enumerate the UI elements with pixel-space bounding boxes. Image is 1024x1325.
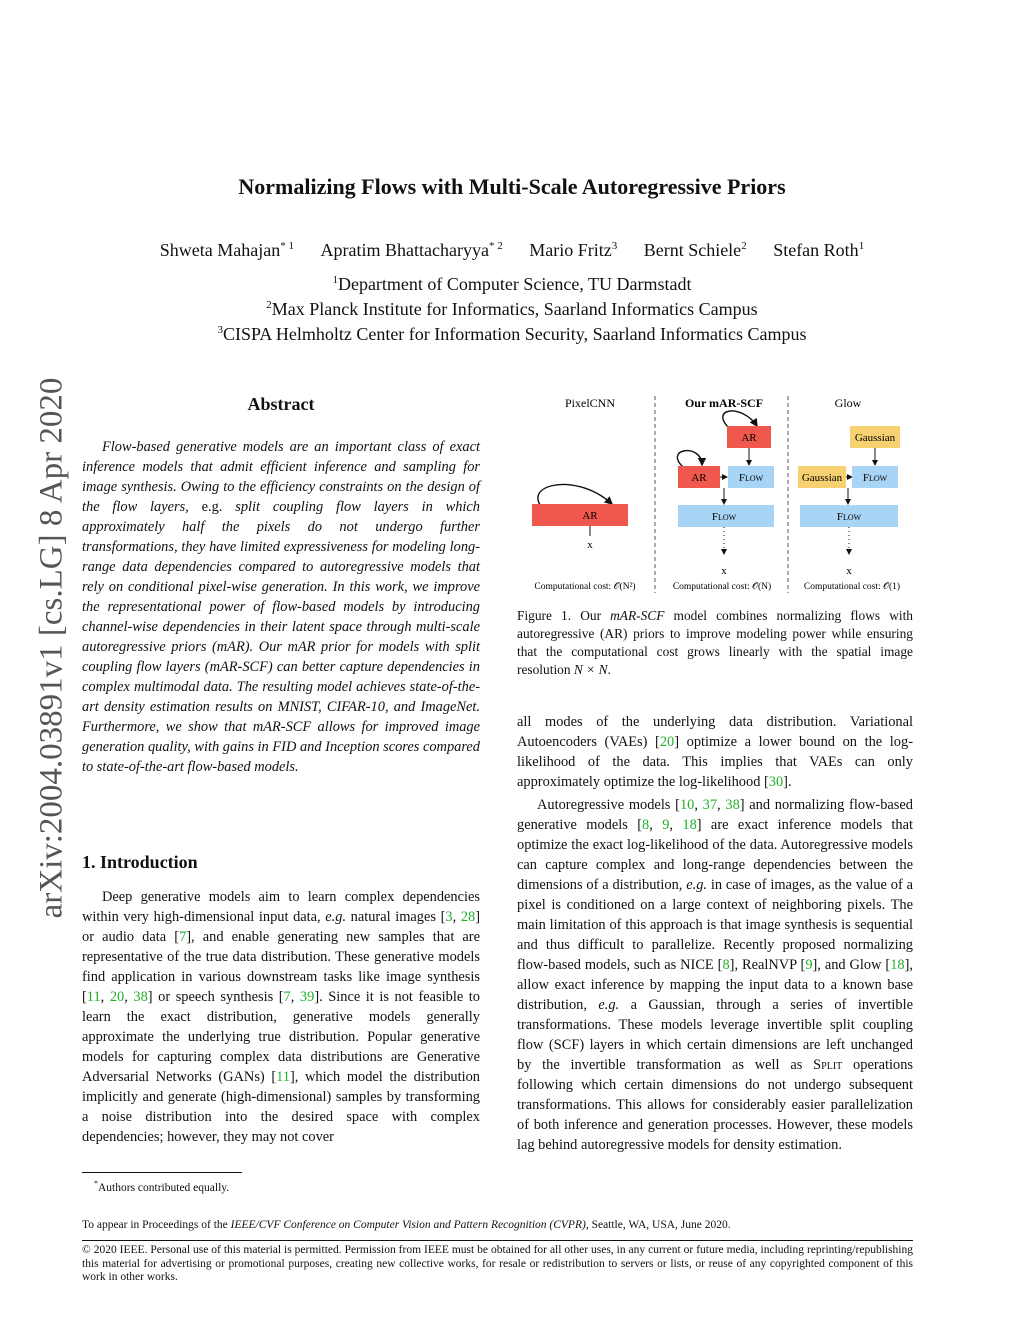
citation-link[interactable]: 9	[662, 817, 670, 833]
affiliation-text: CISPA Helmholtz Center for Information Security, Saarland Informatics Campus	[222, 324, 807, 344]
ar-block-label: AR	[741, 432, 757, 444]
affiliation-sup: 3	[217, 324, 223, 336]
author	[773, 240, 864, 261]
citation-link[interactable]: 39	[299, 989, 315, 1005]
citation-link[interactable]: 20	[109, 989, 125, 1005]
introduction-body	[82, 887, 480, 1147]
copyright-divider	[82, 1240, 913, 1241]
author-sup: 3	[611, 240, 618, 252]
ar-block-label: AR	[582, 510, 598, 522]
author-sup: 1	[858, 240, 865, 252]
author-name: Mario Fritz	[529, 240, 612, 260]
author-name: Stefan Roth	[773, 240, 859, 260]
author	[529, 240, 617, 261]
caption-text-part: .	[607, 662, 611, 677]
body-eg: e.g.	[686, 877, 708, 893]
citation-link[interactable]: 10	[679, 797, 695, 813]
caption-text-part: Figure 1. Our	[517, 608, 611, 623]
ar-block	[532, 504, 628, 526]
author-name: Bernt Schiele	[643, 240, 742, 260]
body-text-part: ] are exact inference models that optimize the exact log-likelihood of the data. Autoregressive models can capture complex and long-range dependencies between the dimensions of a distribution,	[517, 817, 913, 893]
citation-link[interactable]: 11	[86, 989, 101, 1005]
affiliation	[0, 324, 1024, 345]
author	[160, 240, 294, 261]
body-text-part: operations following which certain dimensions do not undergo subsequent transformations. This allows for considerably easier parallelization of both inference and generation processes. However, these models lag behind autoregressive models for density estimation.	[517, 1057, 914, 1153]
column-header-pixelcnn: PixelCNN	[564, 396, 616, 410]
body-text-part: ,	[649, 817, 663, 833]
intro-text-part: ,	[100, 989, 110, 1005]
abstract-heading: Abstract	[247, 394, 315, 414]
body-text-part: in case of images, as the value of a pixel is conditioned on a large context of neighboring pixels. The main limitation of this approach is that image synthesis is sequential and thus difficult to parallelize. Recently proposed normalizing flow-based models, such as NICE [	[517, 877, 913, 973]
abstract-text-part: split coupling flow layers in which approximately half the pixels do not undergo further transformations, they have limited expressiveness for modeling long-range data dependencies compared to autoregressive models that rely on conditional pixel-wise generation. In this work, we improve the representational power of flow-based models by introducing channel-wise dependencies in their latent space through multi-scale autoregressive priors (mAR). Our mAR prior for models with split coupling flow layers (mAR-SCF) can better capture dependencies in complex multimodal data. The resulting model achieves state-of-the-art density estimation results on MNIST, CIFAR-10, and ImageNet. Furthermore, we show that mAR-SCF allows for improved image generation quality, with gains in FID and Inception scores compared to state-of-the-art flow-based models.	[82, 499, 480, 775]
footnote-text: Authors contributed equally.	[98, 1181, 230, 1194]
body-text-part: ], allow exact inference by mapping the input data to a known base distribution,	[517, 957, 913, 1013]
body-text-part: ] optimize a lower bound on the log-likelihood of the data. This implies that VAEs can only approximately optimize the log-likelihood [	[517, 734, 913, 790]
flow-block-label: Flow	[862, 472, 888, 484]
figure-caption	[517, 607, 913, 679]
body-text-part: ,	[717, 797, 726, 813]
paper-title: Normalizing Flows with Multi-Scale Autoregressive Priors	[238, 174, 786, 199]
intro-text-part: ,	[452, 909, 461, 925]
intro-text-part: ] or speech synthesis [	[147, 989, 284, 1005]
intro-text-part: ], which model the distribution implicitly and generate (high-dimensional) samples by transforming a noise distribution into the desired space with complex dependencies; however, they may not cover	[82, 1069, 481, 1145]
x-variable-label: x	[846, 565, 852, 577]
citation-link[interactable]: 18	[890, 957, 905, 973]
author-sup: 2	[741, 240, 747, 252]
gaussian-block-label: Gaussian	[801, 472, 843, 484]
citation-link[interactable]: 18	[682, 817, 697, 833]
cost-label-pixelcnn: Computational cost: 𝒪(N²)	[534, 582, 636, 592]
ar-self-loop-arrow	[677, 451, 702, 468]
flow-block-label: Flow	[738, 472, 764, 484]
figure-1-diagram	[512, 388, 918, 598]
author-sup: * 1	[280, 240, 295, 252]
right-column-paragraph	[517, 712, 913, 792]
affiliation	[0, 274, 1024, 295]
x-variable-label: x	[721, 565, 727, 577]
x-variable-label: x	[587, 539, 593, 551]
cost-label-ours: Computational cost: 𝒪(N)	[672, 582, 772, 592]
affiliation-text: Max Planck Institute for Informatics, Saarland Informatics Campus	[271, 299, 758, 319]
citation-link[interactable]: 37	[702, 797, 718, 813]
flow-block-label: Flow	[836, 511, 862, 523]
author	[321, 240, 503, 261]
venue-note	[82, 1219, 731, 1231]
flow-block-label: Flow	[711, 511, 737, 523]
citation-link[interactable]: 30	[768, 774, 784, 790]
section-heading-introduction: 1. Introduction	[82, 852, 198, 872]
affiliation-text: Department of Computer Science, TU Darmstadt	[337, 274, 692, 294]
author	[644, 240, 747, 261]
body-text-part: ].	[783, 774, 792, 790]
intro-text-part: ]. Since it is not feasible to learn the exact distribution, generative models generally approximate the underlying true distribution. Popular generative models for capturing complex data distributions are Generative Adversarial Networks (GANs) [	[82, 989, 480, 1085]
author-name: Apratim Bhattacharyya	[320, 240, 489, 260]
citation-link[interactable]: 9	[805, 957, 813, 973]
intro-text-part: ,	[290, 989, 300, 1005]
cost-label-glow: Computational cost: 𝒪(1)	[803, 582, 901, 592]
citation-link[interactable]: 20	[659, 734, 675, 750]
author-list	[0, 240, 1024, 261]
caption-math: N × N	[573, 662, 608, 677]
footnote-divider	[82, 1172, 242, 1173]
right-column-paragraph	[517, 795, 913, 1155]
caption-text-part: model combines normalizing flows with autoregressive (AR) priors to improve modeling power while ensuring that the computational cost grows linearly with the spatial image resolution	[517, 608, 914, 677]
intro-text-part: Deep generative models aim to learn complex dependencies within very high-dimensional input data,	[82, 889, 480, 925]
citation-link[interactable]: 7	[179, 929, 187, 945]
caption-model-name: mAR-SCF	[610, 608, 665, 623]
body-text-part: ], RealNVP [	[729, 957, 806, 973]
intro-text-part: ], and enable generating new samples that are representative of the true data distribution. These generative models find application in various downstream tasks like image synthesis [	[82, 929, 480, 1005]
citation-link[interactable]: 38	[725, 797, 740, 813]
arxiv-stamp: arXiv:2004.03891v1 [cs.LG] 8 Apr 2020	[33, 377, 70, 919]
copyright-notice: © 2020 IEEE. Personal use of this material is permitted. Permission from IEEE must be obtained for all other uses, in any current or future media, including reprinting/republishing this material for advertising or promotional purposes, creating new collective works, for resale or redistribution to servers or lists, or reuse of any copyrighted component of this work in other works.	[82, 1244, 913, 1283]
body-text-part: all modes of the underlying data distribution. Variational Autoencoders (VAEs) [	[517, 714, 913, 750]
intro-text-part: ] or audio data [	[82, 909, 480, 945]
footnote	[94, 1179, 229, 1194]
body-text-part: Autoregressive models [	[537, 797, 680, 813]
split-operation-term: Split	[813, 1057, 843, 1073]
citation-link[interactable]: 38	[133, 989, 148, 1005]
body-text-part: a Gaussian, through a series of invertible transformations. These models leverage invertible split coupling flow (SCF) layers in which certain dimensions are left unchanged by the invertible transformation as well as	[517, 997, 913, 1073]
affiliation-sup: 2	[266, 299, 272, 311]
citation-link[interactable]: 7	[283, 989, 291, 1005]
gaussian-block-label: Gaussian	[854, 432, 896, 444]
author-name: Shweta Mahajan	[159, 240, 281, 260]
ar-block-label: AR	[691, 472, 707, 484]
column-header-glow: Glow	[834, 396, 862, 410]
body-text-part: ] and normalizing flow-based generative models [	[517, 797, 913, 833]
citation-link[interactable]: 3	[445, 909, 453, 925]
citation-link[interactable]: 28	[460, 909, 476, 925]
body-text-part: ], and Glow [	[812, 957, 891, 973]
footnote-sup: *	[94, 1179, 98, 1188]
citation-link[interactable]: 8	[642, 817, 650, 833]
venue-text-part: , Seattle, WA, USA, June 2020.	[585, 1219, 731, 1231]
body-text-part: ,	[669, 817, 683, 833]
abstract-text-part: Flow-based generative models are an important class of exact inference models that admit efficient inference and sampling for image synthesis. Owing to the efficiency constraints on the design of the flow layers,	[82, 439, 480, 515]
column-header-ours: Our mAR-SCF	[684, 396, 764, 410]
author-sup: * 2	[488, 240, 503, 252]
citation-link[interactable]: 11	[276, 1069, 290, 1085]
abstract-body	[82, 437, 480, 777]
venue-conference: IEEE/CVF Conference on Computer Vision and Pattern Recognition (CVPR)	[230, 1219, 586, 1231]
intro-text-part: natural images [	[346, 909, 446, 925]
body-text-part: ,	[694, 797, 703, 813]
citation-link[interactable]: 8	[722, 957, 730, 973]
affiliation	[0, 299, 1024, 320]
affiliation-sup: 1	[332, 274, 338, 286]
intro-text-part: ,	[124, 989, 134, 1005]
body-eg: e.g.	[598, 997, 620, 1013]
intro-eg: e.g.	[325, 909, 347, 925]
venue-text-part: To appear in Proceedings of the	[82, 1219, 231, 1231]
abstract-eg: e.g.	[201, 499, 223, 515]
